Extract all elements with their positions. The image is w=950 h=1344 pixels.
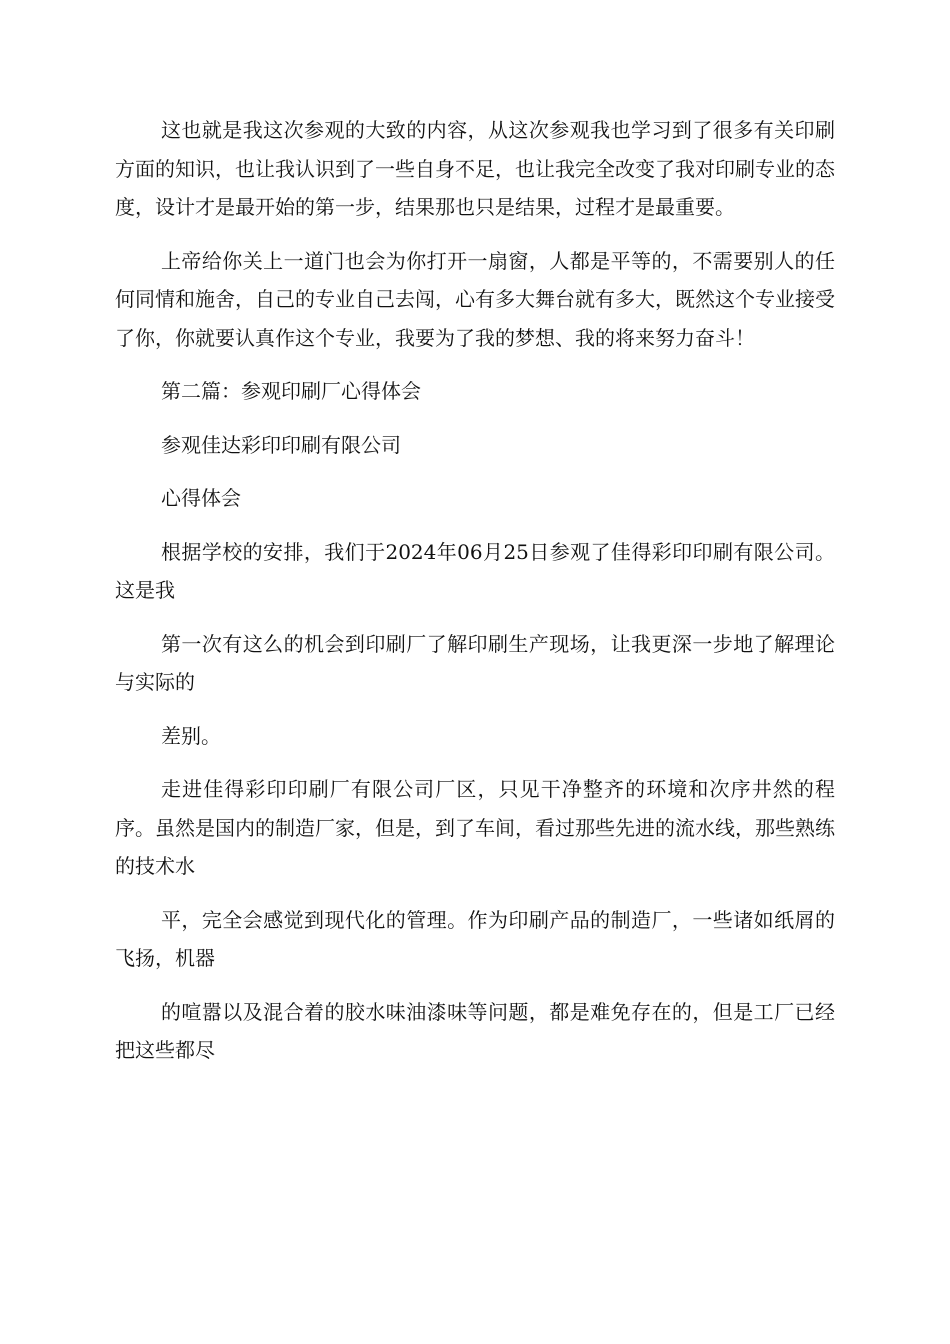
paragraph-first-visit: 第一次有这么的机会到印刷厂了解印刷生产现场，让我更深一步地了解理论与实际的 — [115, 631, 835, 694]
paragraph-management: 平，完全会感觉到现代化的管理。作为印刷产品的制造厂，一些诸如纸屑的飞扬，机器 — [115, 907, 835, 970]
paragraph-motivation: 上帝给你关上一道门也会为你打开一扇窗，人都是平等的，不需要别人的任何同情和施舍，自己的专业自己去闯，心有多大舞台就有多大，既然这个专业接受了你，你就要认真作这个专业，我要为了我的梦想、我的将来努力奋斗！ — [115, 248, 835, 350]
section-subtitle: 参观佳达彩印印刷有限公司 — [161, 432, 401, 457]
paragraph-noise-issues: 的喧嚣以及混合着的胶水味油漆味等问题，都是难免存在的，但是工厂已经把这些都尽 — [115, 999, 835, 1062]
document-body — [115, 111, 835, 1085]
paragraph-factory-environment: 走进佳得彩印印刷厂有限公司厂区，只见干净整齐的环境和次序井然的程序。虽然是国内的制造厂家，但是，到了车间，看过那些先进的流水线，那些熟练的技术水 — [115, 777, 835, 878]
paragraph-intro: 根据学校的安排，我们于2024年06月25日参观了佳得彩印印刷有限公司。这是我 — [115, 539, 835, 602]
paragraph-summary: 这也就是我这次参观的大致的内容，从这次参观我也学习到了很多有关印刷方面的知识，也让我认识到了一些自身不足，也让我完全改变了我对印刷专业的态度，设计才是最开始的第一步，结果那也只是结果，过程才是最重要。 — [115, 118, 835, 219]
section-heading: 第二篇：参观印刷厂心得体会 — [161, 379, 421, 403]
section-subtitle-label: 心得体会 — [161, 486, 241, 510]
paragraph-difference: 差别。 — [161, 723, 221, 748]
